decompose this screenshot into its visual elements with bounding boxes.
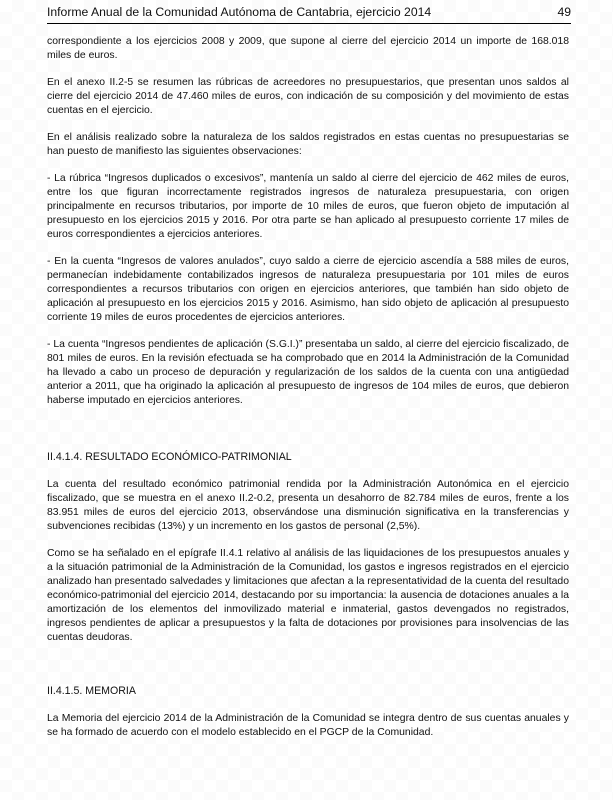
- body-text: [47, 35, 569, 753]
- section-heading: II.4.1.5. MEMORIA: [47, 685, 136, 697]
- paragraph: Como se ha señalado en el epígrafe II.4.1 relativo al análisis de las liquidaciones de los presupuestos anuales y a la situación patrimonial de la Administración de la Comunidad, los gastos e ingresos registrados en el ejercicio analizado han presentado salvedades y limitaciones que afectan a la representatividad de la cuenta del resultado económico-patrimonial del ejercicio 2014, destacando por su importancia: la ausencia de dotaciones anuales a la amortización de los elementos del inmovilizado material e inmaterial, gastos devengados no registrados, ingresos pendientes de aplicar a presupuestos y la falta de dotaciones por provisiones para insolvencias de las cuentas deudoras.: [47, 548, 569, 643]
- paragraph: - La rúbrica “Ingresos duplicados o excesivos”, mantenía un saldo al cierre del ejercicio de 462 miles de euros, entre los que figuran incorrectamente registrados ingresos de naturaleza presupuestaria, con origen principalmente en recursos tributarios, por importe de 10 miles de euros, que fueron objeto de imputación al presupuesto en los ejercicios 2015 y 2016. Por otra parte se han aplicado al presupuesto corriente 17 miles de euros correspondientes a ejercicios anteriores.: [47, 173, 569, 240]
- paragraph: En el anexo II.2-5 se resumen las rúbricas de acreedores no presupuestarios, que presentan unos saldos al cierre del ejercicio 2014 de 47.460 miles de euros, con indicación de su composición y del movimiento de estas cuentas en el ejercicio.: [47, 77, 569, 116]
- section-heading: II.4.1.4. RESULTADO ECONÓMICO-PATRIMONIAL: [47, 451, 292, 463]
- paragraph: - En la cuenta “Ingresos de valores anulados”, cuyo saldo a cierre de ejercicio ascendía a 588 miles de euros, permanecían indebidamente contabilizados ingresos de naturaleza presupuestaria por 101 miles de euros correspondientes a recursos tributarios con origen en ejercicios anteriores, que también han sido objeto de aplicación al presupuesto en los ejercicios 2015 y 2016. Asimismo, han sido objeto de aplicación al presupuesto corriente 19 miles de euros procedentes de ejercicios anteriores.: [47, 256, 569, 323]
- paragraph: En el análisis realizado sobre la naturaleza de los saldos registrados en estas cuentas no presupuestarias se han puesto de manifiesto las siguientes observaciones:: [47, 132, 569, 157]
- paragraph: La Memoria del ejercicio 2014 de la Administración de la Comunidad se integra dentro de sus cuentas anuales y se ha formado de acuerdo con el modelo establecido en el PGCP de la Comunidad.: [47, 713, 569, 738]
- page-header: [47, 2, 571, 24]
- paragraph: La cuenta del resultado económico patrimonial rendida por la Administración Autonómica en el ejercicio fiscalizado, que se muestra en el anexo II.2-0.2, presenta un desahorro de 82.784 miles de euros, frente a los 83.951 miles de euros del ejercicio 2013, observándose una disminución significativa en la transferencias y subvenciones recibidas (13%) y un incremento en los gastos de personal (2,5%).: [47, 479, 569, 532]
- report-title: Informe Anual de la Comunidad Autónoma de Cantabria, ejercicio 2014: [47, 5, 432, 19]
- page-number: 49: [557, 5, 571, 19]
- paragraph: - La cuenta “Ingresos pendientes de aplicación (S.G.I.)” presentaba un saldo, al cierre del ejercicio fiscalizado, de 801 miles de euros. En la revisión efectuada se ha comprobado que en 2014 la Administración de la Comunidad ha llevado a cabo un proceso de depuración y regularización de los saldos de la cuenta con una antigüedad anterior a 2011, que ha originado la aplicación al presupuesto de ingresos de 104 miles de euros, que debieron haberse imputado en ejercicios anteriores.: [47, 339, 569, 406]
- paragraph: correspondiente a los ejercicios 2008 y 2009, que supone al cierre del ejercicio 2014 un importe de 168.018 miles de euros.: [47, 36, 569, 61]
